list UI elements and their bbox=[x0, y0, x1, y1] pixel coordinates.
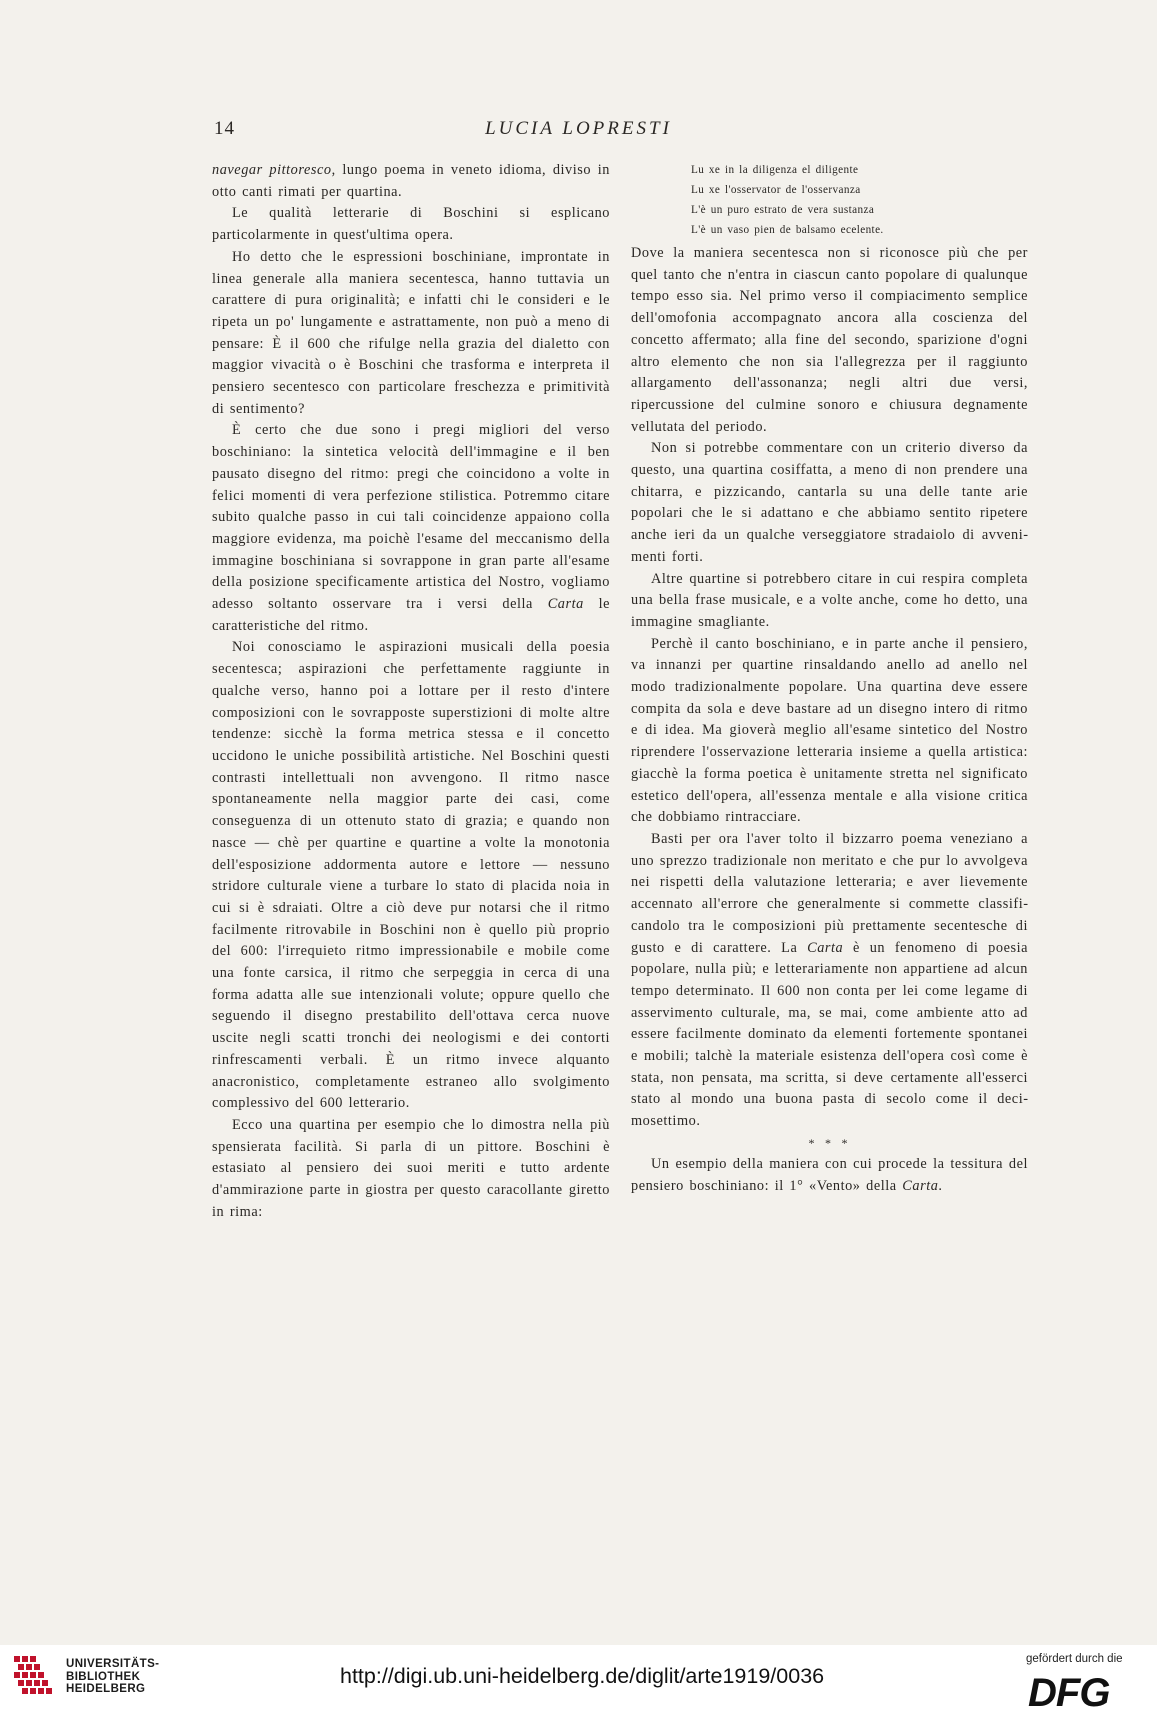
verse-line: Lu xe l'osservator de l'osservanza bbox=[691, 184, 861, 196]
right-column bbox=[631, 160, 1028, 1197]
permalink-url[interactable]: http://digi.ub.uni-heidelberg.de/diglit/arte1919/0036 bbox=[340, 1664, 825, 1688]
library-line: UNIVERSITÄTS- bbox=[66, 1658, 160, 1670]
paragraph: navegar pittoresco, lungo poema in veneto idioma, diviso in otto canti rimati per quartina. bbox=[212, 162, 610, 200]
verse-line: L'è un vaso pien de balsamo ecelente. bbox=[691, 224, 884, 236]
footer-bar bbox=[0, 1645, 1157, 1727]
section-break: * * * bbox=[808, 1135, 851, 1150]
paragraph: Un esempio della maniera con cui procede la tessitura del pensiero boschiniano: il 1° «Vento» della Carta. bbox=[631, 1155, 1028, 1194]
page-number: 14 bbox=[214, 118, 235, 139]
library-line: HEIDELBERG bbox=[66, 1683, 146, 1695]
paragraph: Perchè il canto boschiniano, e in parte anche il pensiero, va innanzi per quartine rinsaldando anello ad anello nel modo tradizionalmente popolare. Una quartina deve essere compita da sola e deve bastare ad un disegno intero di ritmo e di idea. Ma gioverà meglio all'esame sintetico del Nostro riprendere l'osservazione letteraria insieme a quella artistica: giacchè la forma poetica è unitamente stretta nel significato estetico dell'opera, all'essenza mentale e alla visione critica che dobbiamo rintracciare. bbox=[631, 635, 1028, 826]
paragraph: Noi conosciamo le aspirazioni musicali della poesia secentesca; aspirazioni che perfettamente raggiunte in qualche verso, hanno poi a lottare per il resto d'intere composizioni con le sovrapposte superstizioni di molte altre tendenze: sicchè la forma metrica stessa e il concetto uccidono le uniche possibilità artistiche. Nel Boschini questi contrasti intellettuali non avvengono. Il ritmo nasce spontaneamente nella maggior parte dei casi, come conseguenza di un ottenuto stato di grazia; e quando non nasce — chè per quartine e quartine a volte la monotonia dell'esposizione addormenta autore e lettore — nessuno stridore culturale viene a turbare lo stato di placida noia in cui si è sdraiati. Oltre a ciò deve pur notarsi che il ritmo facilmente ritrovabile in Boschini non è quello più proprio del 600: l'irrequieto ritmo impressionabile e mobile come una fonte carsica, il ritmo che serpeggia in cerca di una forma adatta alle sue intenzionali volute; oppure quello che seguendo il disegno prestabilito dell'ottava cerca nuove uscite negli scatti tronchi dei neologismi e dei contorti rinfrescamenti verbali. È un ritmo invece alquanto anacronistico, completamente estraneo allo svolgimento complessivo del 600 letterario. bbox=[212, 639, 610, 1112]
paragraph: Altre quartine si potrebbero citare in cui respira completa una bella frase musicale, e a volte anche, come ho detto, una immagine smagliante. bbox=[631, 570, 1028, 630]
paragraph: Basti per ora l'aver tolto il bizzarro poema veneziano a uno sprezzo tradizionale non meritato e che pur lo avvolgeva nei rispetti della valutazione letteraria; e aver lievemente accennato all'errore che generalmente si commette classificandolo tra le composizioni più prettamente secentesche di gusto e di carattere. La Carta è un fenomeno di poesia popolare, nulla più; e letterariamente non appartiene ad alcun tempo determinato. Il 600 non conta per lei come legame di asservimento culturale, ma, se mai, come ambiente atto ad essere facilmente dominato da elementi fortemente spontanei e mobili; talchè la materiale esistenza dell'opera così come è stata, non pensata, ma scritta, si deve certamente all'esserci stato al mondo una buona pasta di secolo come il decimosettimo. bbox=[631, 830, 1029, 1130]
paragraph: È certo che due sono i pregi migliori del verso boschiniano: la sintetica velocità dell'immagine e il ben pausato disegno del ritmo: pregi che coincidono a volte in felici momenti di vera perfezione stilistica. Potremmo citare subito qualche passo in cui tali coincidenze appaiono colla maggiore evidenza, ma poichè l'esame del meccanismo della immagine boschiniana si sovrappone in gran parte all'esame della posizione specificamente artistica del Nostro, vogliamo adesso soltanto osservare tra i versi della Carta le caratteristiche del ritmo. bbox=[212, 422, 610, 634]
sponsor-label: gefördert durch die bbox=[1026, 1653, 1123, 1665]
left-column bbox=[212, 160, 610, 1223]
verse-line: Lu xe in la diligenza el diligente bbox=[691, 164, 859, 176]
verse-line: L'è un puro estrato de vera sustanza bbox=[691, 204, 875, 216]
university-library-logo-icon bbox=[12, 1653, 58, 1697]
paragraph: Non si potrebbe commentare con un criterio diverso da questo, una quartina cosiffatta, a meno di non prendere una chitarra, e pizzicando, cantarla su una delle tante arie popolari che le si adattano e che abbiamo sentito ripetere anche ieri da un qualche verseggiatore stradaiolo di avvenimenti forti. bbox=[631, 440, 1028, 565]
paragraph: Le qualità letterarie di Boschini si esplicano particolarmente in quest'ultima opera. bbox=[212, 205, 610, 244]
dfg-logo: DFG bbox=[1028, 1671, 1110, 1715]
paragraph: Ho detto che le espressioni boschiniane, improntate in linea generale alla maniera secentesca, hanno tuttavia un carattere di pura originalità; e infatti chi le consideri e le ripeta un po' lungamente e astrattamente, non può a meno di pensare: È il 600 che rifulge nella grazia del dialetto con maggior vivacità o è Boschini che trasforma e interpreta il pensiero secentesco con particolare freschezza e primitività di sentimento? bbox=[212, 248, 610, 417]
library-name bbox=[66, 1658, 159, 1696]
library-line: BIBLIOTHEK bbox=[66, 1670, 141, 1683]
running-head: LUCIA LOPRESTI bbox=[485, 118, 672, 139]
verse-quatrain bbox=[691, 160, 1028, 240]
paragraph: Ecco una quartina per esempio che lo dimostra nella più spensierata facilità. Si parla di un pittore. Boschini è estasiato al pensiero dei suoi meriti e tutto ardente d'ammirazione parte in giostra per questo caracollante giretto in rima: bbox=[212, 1116, 610, 1220]
paragraph: Dove la maniera secentesca non si riconosce più che per quel tanto che n'entra in ciascun canto popolare di qualunque tempo esso sia. Nel primo verso il compiacimento semplice dell'omofonia accompagnato ancora alla coscienza del concetto affermato; alla fine del secondo, sparizione d'ogni altro elemento che non sia l'allegrezza per il raggiunto allargamento dell'assonanza; negli altri due versi, ripercussione del culmine sonoro e chiusura degnamente vellutata del periodo. bbox=[631, 245, 1028, 435]
